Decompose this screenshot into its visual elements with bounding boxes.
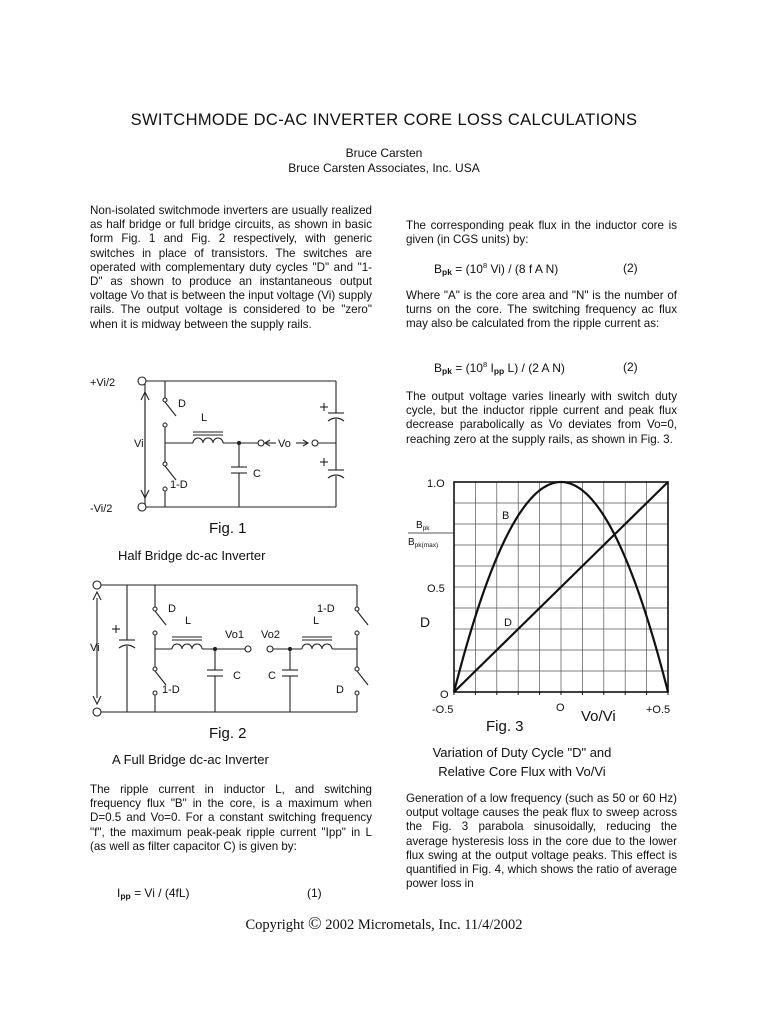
fig1-inductor-label: L [201,412,208,424]
fig3-x-axis-label: Vo/Vi [581,708,616,725]
fig2-switch-tr-label: 1-D [317,603,335,615]
fig3-series-d-label: D [504,617,512,629]
equation-2-number: (2) [623,261,638,275]
equation-1-number: (1) [307,886,322,900]
col2-paragraph-1: The corresponding peak flux in the inductor core is given (in CGS units) by: [406,219,677,247]
fig2-caption: A Full Bridge dc-ac Inverter [112,752,269,767]
fig1-cap-label: C [253,468,261,480]
fig1-rail-top-label: +Vi/2 [90,377,116,389]
fig1-vo-label: Vo [278,438,291,450]
fig3-caption-line-2: Relative Core Flux with Vo/Vi [438,764,606,779]
equation-2: $B_{pk} = (10^8$ Vi) / (8 f A N) [434,261,559,277]
col1-paragraph-2: The ripple current in inductor L, and switching frequency flux "B" in the core, is a maximum when D=0.5 and Vo=0. For a constant switching frequency "f", the maximum peak-peak ripple current "Ipp" in L (as well as filter capacitor C) is given by: [90,783,372,853]
fig3-caption [400,743,644,781]
equation-1: $I_{pp} = Vi / (4fL)$ [117,886,190,901]
fig1-caption: Half Bridge dc-ac Inverter [118,548,266,563]
fig2-switch-tl-label: D [168,603,176,615]
fig2-cap-right-label: C [268,670,276,682]
fig2-inductor-left-label: L [185,615,192,627]
equation-3: $B_{pk} = (10^8$ $I_{pp}$ L) / (2 A N) [434,360,565,376]
fig3-y-tick-top: 1.O [427,478,445,490]
fig1-switch-1d-label: 1-D [170,479,188,491]
author-affiliation: Bruce Carsten Associates, Inc. USA [288,161,480,175]
fig1-switch-d-label: D [178,398,186,410]
fig2-vo2-label: Vo2 [261,629,280,641]
col2-paragraph-4: Generation of a low frequency (such as 50 or 60 Hz) output voltage causes the peak flux to sweep across the Fig. 3 parabola sinusoidally, reducing the average hysteresis loss in the core due to the lower flux swing at the output voltage peaks. This effect is quantified in Fig. 4, which shows the ratio of average power loss in [406,792,677,891]
fig2-switch-br-label: D [336,684,344,696]
fig2-vi-label: Vi [90,642,100,654]
fig3-y-tick-bottom: O [440,689,449,701]
fig2-cap-left-label: C [233,670,241,682]
fig2-label: Fig. 2 [209,725,247,742]
fig3-label: Fig. 3 [486,718,524,735]
author-name: Bruce Carsten [345,146,423,160]
paper-title: SWITCHMODE DC-AC INVERTER CORE LOSS CALCULATIONS [130,111,638,129]
fig2-inductor-right-label: L [313,615,320,627]
fig3-ratio-denominator: $B_{pk(max)}$ [408,537,439,549]
fig3-y-axis-label: D [420,614,431,630]
fig3-x-tick-right: +O.5 [646,704,671,716]
fig1-rail-bottom-label: -Vi/2 [90,503,113,515]
copyright-symbol: © [307,913,322,933]
fig3-ratio-numerator: $B_{pk}$ [416,520,430,532]
fig3-x-tick-left: -O.5 [432,704,454,716]
col1-paragraph-1: Non-isolated switchmode inverters are usually realized as half bridge or full bridge circuits, as shown in basic form Fig. 1 and Fig. 2 respectively, with generic switches in place of transistors. The switches are operated with complementary duty cycles "D" and "1-D" as shown to produce an instantaneous output voltage Vo that is between the input voltage (Vi) supply rails. The output voltage is considered to be "zero" when it is midway between the supply rails. [90,204,372,331]
col2-paragraph-3: The output voltage varies linearly with switch duty cycle, but the inductor ripple current and peak flux decrease parabolically as Vo deviates from Vo=0, reaching zero at the supply rails, as shown in Fig. 3. [406,390,677,446]
fig3-x-tick-mid: O [556,702,565,714]
fig1-label: Fig. 1 [209,520,247,537]
fig3-caption-line-1: Variation of Duty Cycle "D" and [432,745,612,760]
fig2-vo1-label: Vo1 [225,629,244,641]
equation-3-number: (2) [623,360,638,374]
fig1-vi-label: Vi [134,438,144,450]
fig3-series-b-label: B [502,510,510,522]
col2-paragraph-2: Where "A" is the core area and "N" is the number of turns on the core. The switching frequency ac flux may also be calculated from the ripple current as: [406,289,677,331]
fig3-y-tick-mid: O.5 [427,583,445,595]
fig2-switch-bl-label: 1-D [162,684,180,696]
copyright-footer: Copyright © 2002 Micrometals, Inc. 11/4/2002 [245,913,523,933]
